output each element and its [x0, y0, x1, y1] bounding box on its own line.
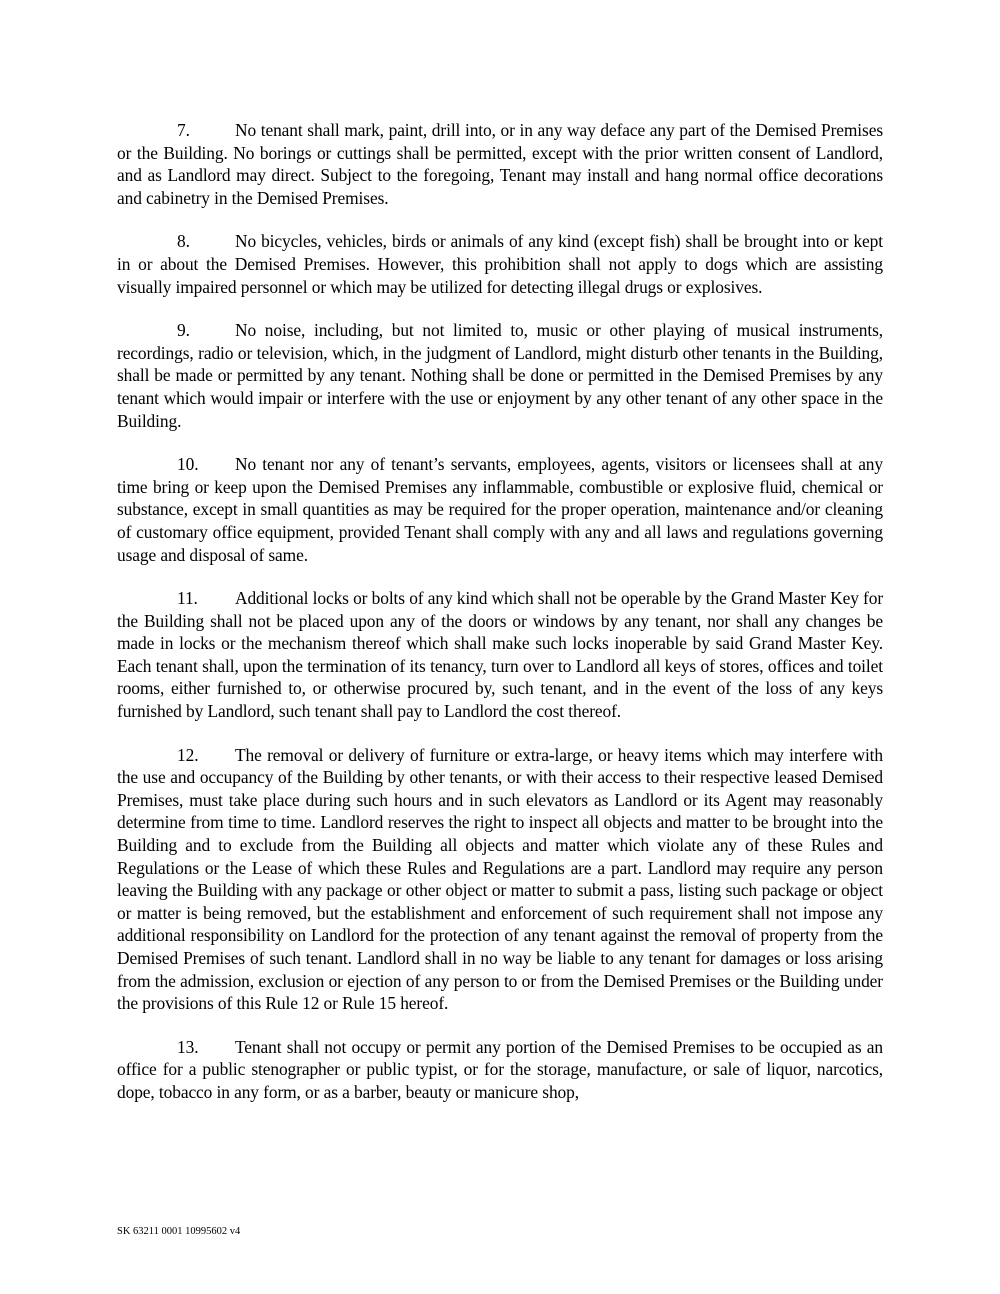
rule-number: 9.: [177, 320, 190, 341]
rule-text: Additional locks or bolts of any kind which shall not be operable by the Grand Master Key for the Building shall not be placed upon any of the doors or windows by any tenant, nor shall any changes be made in locks or the mechanism thereof which shall make such locks inoperable by said Grand Master Key. Each tenant shall, upon the termination of its tenancy, turn over to Landlord all keys of stores, offices and toilet rooms, either furnished to, or otherwise procured by, such tenant, and in the event of the loss of any keys furnished by Landlord, such tenant shall pay to Landlord the cost thereof.: [117, 588, 884, 722]
rule-number: 12.: [177, 744, 199, 765]
rule-10: [117, 453, 883, 566]
rule-text: Tenant shall not occupy or permit any portion of the Demised Premises to be occupied as an office for a public stenographer or public typist, or for the storage, manufacture, or sale of liquor, narcotics, dope, tobacco in any form, or as a barber, beauty or manicure shop,: [117, 1036, 883, 1102]
rule-number: 11.: [177, 588, 198, 609]
rule-text: No bicycles, vehicles, birds or animals of any kind (except fish) shall be brought into or kept in or about the Demised Premises. However, this prohibition shall not apply to dogs which are assisting visually impaired personnel or which may be utilized for detecting illegal drugs or explosives.: [117, 231, 883, 297]
rule-9: [117, 319, 883, 432]
rule-8: [117, 230, 883, 298]
rule-7: [117, 119, 883, 209]
rule-text: No tenant shall mark, paint, drill into, or in any way deface any part of the Demised Premises or the Building. No borings or cuttings shall be permitted, except with the prior written consent of Landlord, and as Landlord may direct. Subject to the foregoing, Tenant may install and hang normal office decorations and cabinetry in the Demised Premises.: [117, 120, 883, 208]
rule-text: No noise, including, but not limited to, music or other playing of musical instruments, recordings, radio or television, which, in the judgment of Landlord, might disturb other tenants in the Building, shall be made or permitted by any tenant. Nothing shall be done or permitted in the Demised Premises by any tenant which would impair or interfere with the use or enjoyment by any other tenant of any other space in the Building.: [117, 320, 883, 431]
rule-number: 8.: [177, 231, 190, 252]
rule-13: [117, 1036, 883, 1104]
rule-number: 7.: [177, 120, 190, 140]
document-body: [117, 119, 883, 1125]
rule-number: 13.: [177, 1036, 199, 1057]
rule-number: 10.: [177, 454, 199, 475]
document-id-footer: SK 63211 0001 10995602 v4: [117, 1226, 241, 1237]
rule-text: No tenant nor any of tenant’s servants, employees, agents, visitors or licensees shall at any time bring or keep upon the Demised Premises any inflammable, combustible or explosive fluid, chemical or substance, except in small quantities as may be required for the proper operation, maintenance and/or cleaning of customary office equipment, provided Tenant shall comply with any and all laws and regulations governing usage and disposal of same.: [117, 454, 883, 565]
rule-12: [117, 744, 883, 1015]
rule-11: [117, 587, 883, 723]
rule-text: The removal or delivery of furniture or extra-large, or heavy items which may interfere with the use and occupancy of the Building by other tenants, or with their access to their respective leased Demised Premises, must take place during such hours and in such elevators as Landlord or its Agent may reasonably determine from time to time. Landlord reserves the right to inspect all objects and matter to be brought into the Building and to exclude from the Building all objects and matter which violate any of these Rules and Regulations or the Lease of which these Rules and Regulations are a part. Landlord may require any person leaving the Building with any package or other object or matter to submit a pass, listing such package or object or matter is being removed, but the establishment and enforcement of such requirement shall not impose any additional responsibility on Landlord for the protection of any tenant against the removal of property from the Demised Premises of such tenant. Landlord shall in no way be liable to any tenant for damages or loss arising from the admission, exclusion or ejection of any person to or from the Demised Premises or the Building under the provisions of this Rule 12 or Rule 15 hereof.: [117, 744, 883, 1014]
